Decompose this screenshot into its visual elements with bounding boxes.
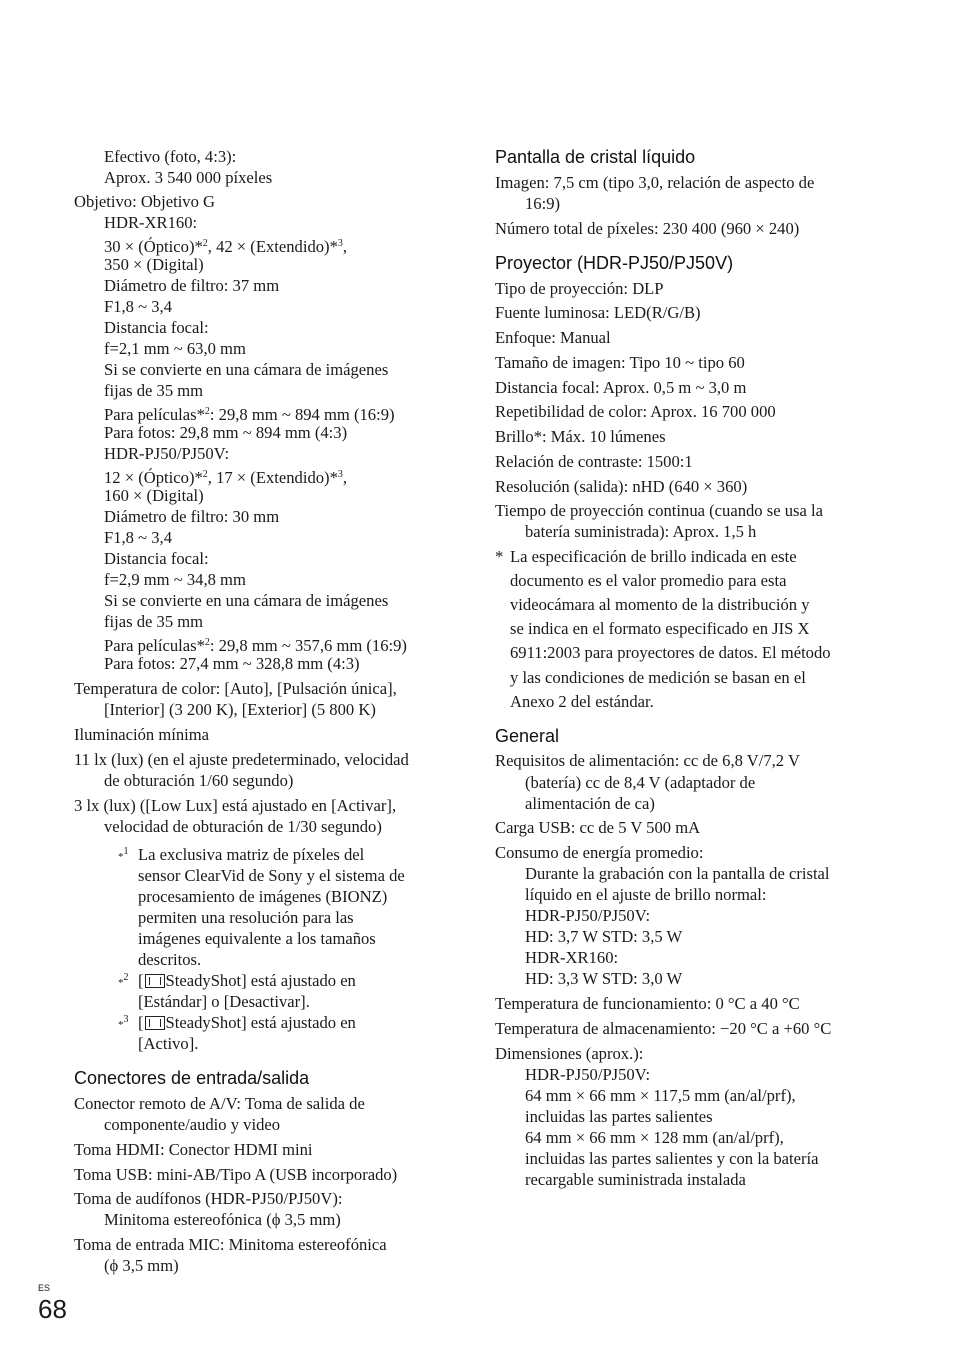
spec-line: 64 mm × 66 mm × 117,5 mm (an/al/prf), [525,1086,796,1105]
spec-line: Toma de audífonos (HDR-PJ50/PJ50V): [74,1189,343,1208]
spec-line: Requisitos de alimentación: cc de 6,8 V/7,2 V [495,751,800,770]
spec-line: F1,8 ~ 3,4 [104,528,172,547]
footnote-1-line: imágenes equivalente a los tamaños [138,929,376,948]
spec-line: Relación de contraste: 1500:1 [495,452,693,471]
note-line: La especificación de brillo indicada en este [510,547,797,566]
spec-line-film-2: Para películas*$^2$: 29,8 mm ~ 357,6 mm (16:9) [104,636,407,655]
note-line: Anexo 2 del estándar. [510,692,654,711]
spec-line: Temperatura de funcionamiento: 0 °C a 40 °C [495,994,800,1013]
footnote-marker-3: *3 [118,1014,129,1031]
spec-line: Dimensiones (aprox.): [495,1044,644,1063]
page-number: 68 [38,1294,67,1324]
spec-line: batería suministrada): Aprox. 1,5 h [525,522,757,541]
spec-line-zoom-2: 12 × (Óptico)*$^2$, 17 × (Extendido)*$^3$, [104,468,348,487]
spec-line: incluidas las partes salientes [525,1107,713,1126]
spec-line: Iluminación mínima [74,725,210,744]
spec-line: Tiempo de proyección continua (cuando se usa la [495,501,823,520]
spec-line: Tamaño de imagen: Tipo 10 ~ tipo 60 [495,353,745,372]
footnote-1-line: La exclusiva matriz de píxeles del [138,845,365,864]
footnote-1-line: sensor ClearVid de Sony y el sistema de [138,866,405,885]
note-line: documento es el valor promedio para esta [510,571,787,590]
spec-line: Toma HDMI: Conector HDMI mini [74,1140,313,1159]
spec-line: Repetibilidad de color: Aprox. 16 700 000 [495,402,776,421]
spec-line: HD: 3,7 W STD: 3,5 W [525,927,683,946]
spec-line: Enfoque: Manual [495,328,611,347]
spec-line: Si se convierte en una cámara de imágenes [104,360,389,379]
note-line: se indica en el formato especificado en JIS X [510,619,810,638]
spec-line: Si se convierte en una cámara de imágenes [104,591,389,610]
spec-line: Número total de píxeles: 230 400 (960 × 240) [495,219,800,238]
spec-line: Distancia focal: [104,318,209,337]
spec-line: Resolución (salida): nHD (640 × 360) [495,477,748,496]
spec-line: HDR-XR160: [104,213,198,232]
spec-line: Aprox. 3 540 000 píxeles [104,168,273,187]
spec-line: Para fotos: 29,8 mm ~ 894 mm (4:3) [104,423,348,442]
spec-line: recargable suministrada instalada [525,1170,746,1189]
section-heading-connectors: Conectores de entrada/salida [74,1068,310,1088]
section-heading-projector: Proyector (HDR-PJ50/PJ50V) [495,253,734,273]
footnote-1-line: procesamiento de imágenes (BIONZ) [138,887,388,906]
spec-line: HDR-PJ50/PJ50V: [104,444,230,463]
spec-line: incluidas las partes salientes y con la batería [525,1149,819,1168]
spec-line: f=2,9 mm ~ 34,8 mm [104,570,246,589]
spec-line: f=2,1 mm ~ 63,0 mm [104,339,246,358]
language-code: ES [38,1283,51,1293]
spec-line: F1,8 ~ 3,4 [104,297,172,316]
spec-line: componente/audio y video [104,1115,281,1134]
spec-line: fijas de 35 mm [104,381,204,400]
spec-line: fijas de 35 mm [104,612,204,631]
footnote-3-line: [ SteadyShot] está ajustado en [138,1013,356,1032]
spec-line: Para fotos: 27,4 mm ~ 328,8 mm (4:3) [104,654,360,673]
spec-line: 64 mm × 66 mm × 128 mm (an/al/prf), [525,1128,784,1147]
spec-line: velocidad de obturación de 1/30 segundo) [104,817,382,836]
spec-line: Brillo*: Máx. 10 lúmenes [495,427,666,446]
note-line: y las condiciones de medición se basan en el [510,668,806,687]
spec-line: de obturación 1/60 segundo) [104,771,294,790]
spec-line: Durante la grabación con la pantalla de cristal [525,864,830,883]
section-heading-lcd: Pantalla de cristal líquido [495,147,696,167]
spec-line: Diámetro de filtro: 30 mm [104,507,280,526]
spec-line: líquido en el ajuste de brillo normal: [525,885,767,904]
footnote-marker-1: *1 [118,846,129,863]
spec-line: Minitoma estereofónica (ϕ 3,5 mm) [104,1210,341,1229]
spec-line: Toma USB: mini-AB/Tipo A (USB incorporado) [74,1165,398,1184]
spec-line: Consumo de energía promedio: [495,843,704,862]
spec-line: Tipo de proyección: DLP [495,279,664,298]
spec-line: Imagen: 7,5 cm (tipo 3,0, relación de aspecto de [495,173,815,192]
section-heading-general: General [495,726,560,746]
spec-line: Diámetro de filtro: 37 mm [104,276,280,295]
footnote-2-line: [ SteadyShot] está ajustado en [138,971,356,990]
footnote-2-line: [Estándar] o [Desactivar]. [138,992,310,1011]
spec-line: Conector remoto de A/V: Toma de salida de [74,1094,365,1113]
spec-line: Temperatura de almacenamiento: −20 °C a +60 °C [495,1019,832,1038]
footnote-marker-2: *2 [118,972,129,989]
steadyshot-film-icon [145,1016,165,1030]
spec-line: Efectivo (foto, 4:3): [104,147,237,166]
spec-line-zoom-1: 30 × (Óptico)*$^2$, 42 × (Extendido)*$^3$, [104,237,348,256]
spec-line: alimentación de ca) [525,794,655,813]
spec-line: (batería) cc de 8,4 V (adaptador de [525,773,756,792]
footnote-1-line: descritos. [138,950,202,969]
spec-line: (ϕ 3,5 mm) [104,1256,179,1275]
note-marker: * [495,547,504,566]
spec-line: Distancia focal: [104,549,209,568]
spec-line: HDR-XR160: [525,948,619,967]
spec-line-film-1: Para películas*$^2$: 29,8 mm ~ 894 mm (16:9) [104,405,395,424]
spec-line: Fuente luminosa: LED(R/G/B) [495,303,701,322]
spec-line: 11 lx (lux) (en el ajuste predeterminado, velocidad [74,750,409,769]
steadyshot-film-icon [145,974,165,988]
note-line: 6911:2003 para proyectores de datos. El método [510,643,831,662]
spec-line: 3 lx (lux) ([Low Lux] está ajustado en [Activar], [74,796,397,815]
spec-line: 160 × (Digital) [104,486,204,505]
footnote-1-line: permiten una resolución para las [138,908,354,927]
spec-line: Objetivo: Objetivo G [74,192,216,211]
spec-line: HDR-PJ50/PJ50V: [525,906,651,925]
spec-line: Temperatura de color: [Auto], [Pulsación única], [74,679,397,698]
footnote-3-line: [Activo]. [138,1034,199,1053]
spec-line: [Interior] (3 200 K), [Exterior] (5 800 K) [104,700,376,719]
spec-line: Toma de entrada MIC: Minitoma estereofónica [74,1235,387,1254]
note-line: videocámara al momento de la distribución y [510,595,810,614]
spec-line: Distancia focal: Aprox. 0,5 m ~ 3,0 m [495,378,747,397]
spec-line: HDR-PJ50/PJ50V: [525,1065,651,1084]
spec-line: 16:9) [525,194,561,213]
spec-line: 350 × (Digital) [104,255,204,274]
spec-line: Carga USB: cc de 5 V 500 mA [495,818,701,837]
spec-line: HD: 3,3 W STD: 3,0 W [525,969,683,988]
